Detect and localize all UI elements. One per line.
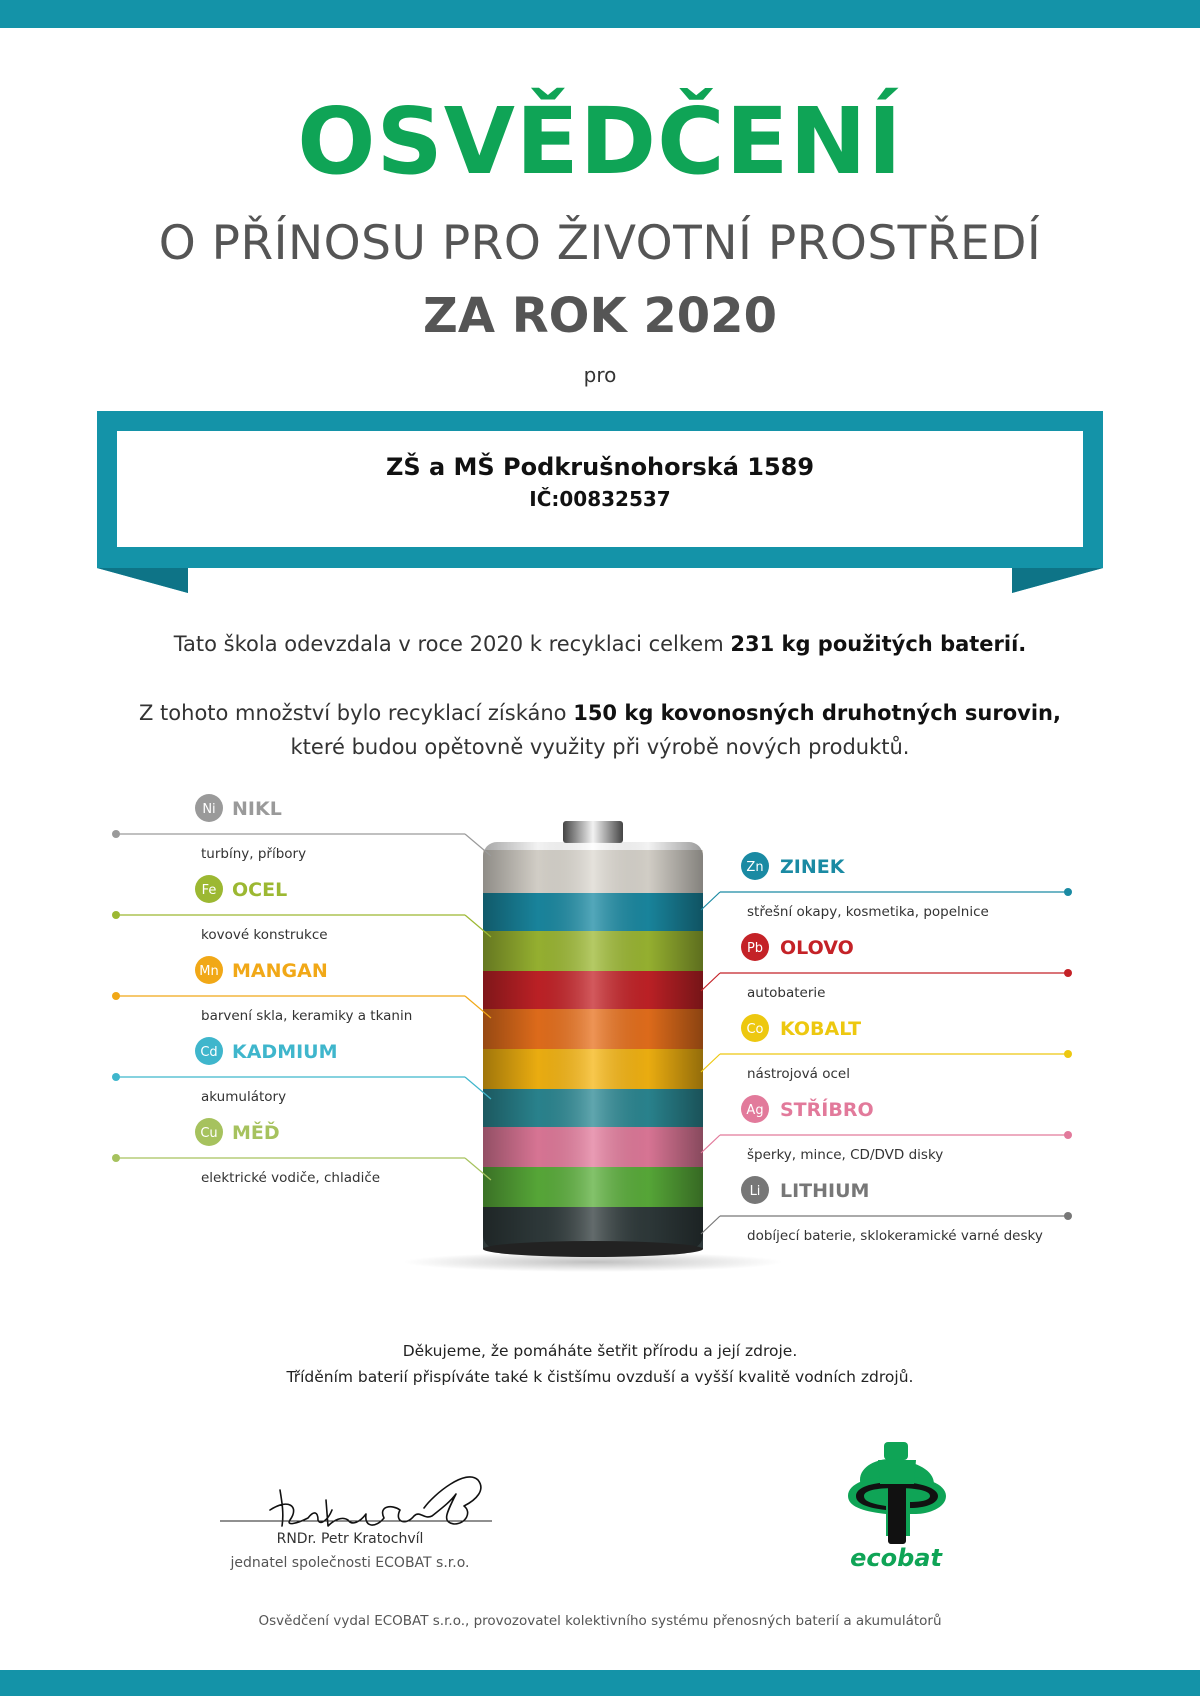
element-symbol-co: Co: [746, 1022, 764, 1037]
battery-infographic: [0, 780, 1200, 1300]
element-symbol-pb: Pb: [746, 941, 764, 956]
callout-dot-nikl: [112, 830, 120, 838]
element-name-kobalt: KOBALT: [780, 1018, 862, 1040]
callout-connector-kobalt: [701, 1054, 720, 1072]
ecobat-logo-text: ecobat: [850, 1544, 942, 1570]
callout-connector-olovo: [701, 973, 720, 991]
element-symbol-fe: Fe: [201, 883, 217, 898]
signatory-role: jednatel společnosti ECOBAT s.r.o.: [230, 1555, 470, 1571]
summary-line-1-text: Tato škola odevzdala v roce 2020 k recyklaci celkem: [173, 632, 731, 656]
summary-line-3: které budou opětovně využity při výrobě nových produktů.: [290, 735, 910, 759]
element-use-kobalt: nástrojová ocel: [747, 1066, 850, 1082]
callout-dot-zinek: [1064, 888, 1072, 896]
element-symbol-cu: Cu: [200, 1126, 218, 1141]
callout-dot-ocel: [112, 911, 120, 919]
callout-connector-zinek: [701, 892, 720, 910]
element-use-nikl: turbíny, příbory: [201, 846, 307, 862]
summary-line-1: [0, 627, 1200, 661]
certificate-title: OSVĚDČENÍ: [297, 88, 903, 195]
element-name-stříbro: STŘÍBRO: [780, 1099, 874, 1121]
element-use-zinek: střešní okapy, kosmetika, popelnice: [747, 904, 989, 920]
element-use-olovo: autobaterie: [747, 985, 826, 1001]
callout-dot-stříbro: [1064, 1131, 1072, 1139]
summary-line-2-text: Z tohoto množství bylo recyklací získáno: [139, 701, 574, 725]
ecobat-logo: [838, 1440, 958, 1570]
callout-dot-měď: [112, 1154, 120, 1162]
thanks-line-2: Tříděním baterií přispíváte také k čistšímu ovzduší a vyšší kvalitě vodních zdrojů.: [286, 1368, 914, 1386]
for-word: pro: [583, 363, 617, 387]
element-name-mangan: MANGAN: [232, 960, 328, 982]
element-use-lithium: dobíjecí baterie, sklokeramické varné desky: [747, 1228, 1043, 1244]
element-symbol-ag: Ag: [746, 1103, 764, 1118]
element-use-ocel: kovové konstrukce: [201, 927, 328, 943]
element-name-kadmium: KADMIUM: [232, 1041, 338, 1063]
element-name-zinek: ZINEK: [780, 856, 845, 878]
element-symbol-li: Li: [749, 1184, 761, 1199]
element-name-měď: MĚĎ: [232, 1122, 280, 1144]
element-name-lithium: LITHIUM: [780, 1180, 870, 1202]
element-symbol-ni: Ni: [202, 802, 216, 817]
callouts-left: [112, 794, 491, 1186]
summary-line-2-bold: 150 kg kovonosných druhotných surovin,: [573, 701, 1061, 725]
element-symbol-mn: Mn: [199, 964, 219, 979]
element-use-stříbro: šperky, mince, CD/DVD disky: [747, 1147, 944, 1163]
element-symbol-zn: Zn: [746, 860, 764, 875]
summary-line-2: [0, 696, 1200, 730]
callout-dot-lithium: [1064, 1212, 1072, 1220]
thanks-line-1: Děkujeme, že pomáháte šetřit přírodu a její zdroje.: [402, 1342, 798, 1360]
element-use-kadmium: akumulátory: [201, 1089, 287, 1105]
callout-connector-stříbro: [701, 1135, 720, 1153]
certificate-year: ZA ROK 2020: [423, 288, 777, 344]
callouts-right: [701, 852, 1072, 1244]
footer-note: Osvědčení vydal ECOBAT s.r.o., provozovatel kolektivního systému přenosných baterií a akumulátorů: [258, 1613, 942, 1629]
recipient-ico: IČ:00832537: [529, 487, 671, 511]
callout-connector-lithium: [701, 1216, 720, 1234]
signature: [210, 1440, 510, 1540]
battery-bottom: [483, 1241, 703, 1257]
callout-dot-mangan: [112, 992, 120, 1000]
element-name-olovo: OLOVO: [780, 937, 854, 959]
bottom-bar: [0, 1670, 1200, 1696]
element-use-mangan: barvení skla, keramiky a tkanin: [201, 1008, 413, 1024]
recipient-box: [117, 431, 1083, 547]
callout-dot-kobalt: [1064, 1050, 1072, 1058]
battery-shading: [483, 842, 703, 1249]
battery-terminal: [563, 821, 623, 843]
element-name-ocel: OCEL: [232, 879, 288, 901]
summary-line-1-bold: 231 kg použitých baterií.: [730, 632, 1027, 656]
recipient-name: ZŠ a MŠ Podkrušnohorská 1589: [385, 453, 815, 481]
callout-dot-olovo: [1064, 969, 1072, 977]
certificate-subtitle: O PŘÍNOSU PRO ŽIVOTNÍ PROSTŘEDÍ: [158, 216, 1042, 271]
callout-dot-kadmium: [112, 1073, 120, 1081]
thanks-block: [0, 1338, 1200, 1390]
callout-connector-nikl: [465, 834, 491, 856]
battery: [403, 821, 783, 1272]
element-symbol-cd: Cd: [200, 1045, 218, 1060]
element-use-měď: elektrické vodiče, chladiče: [201, 1170, 381, 1186]
element-name-nikl: NIKL: [232, 798, 282, 820]
signatory-name: RNDr. Petr Kratochvíl: [276, 1531, 424, 1547]
